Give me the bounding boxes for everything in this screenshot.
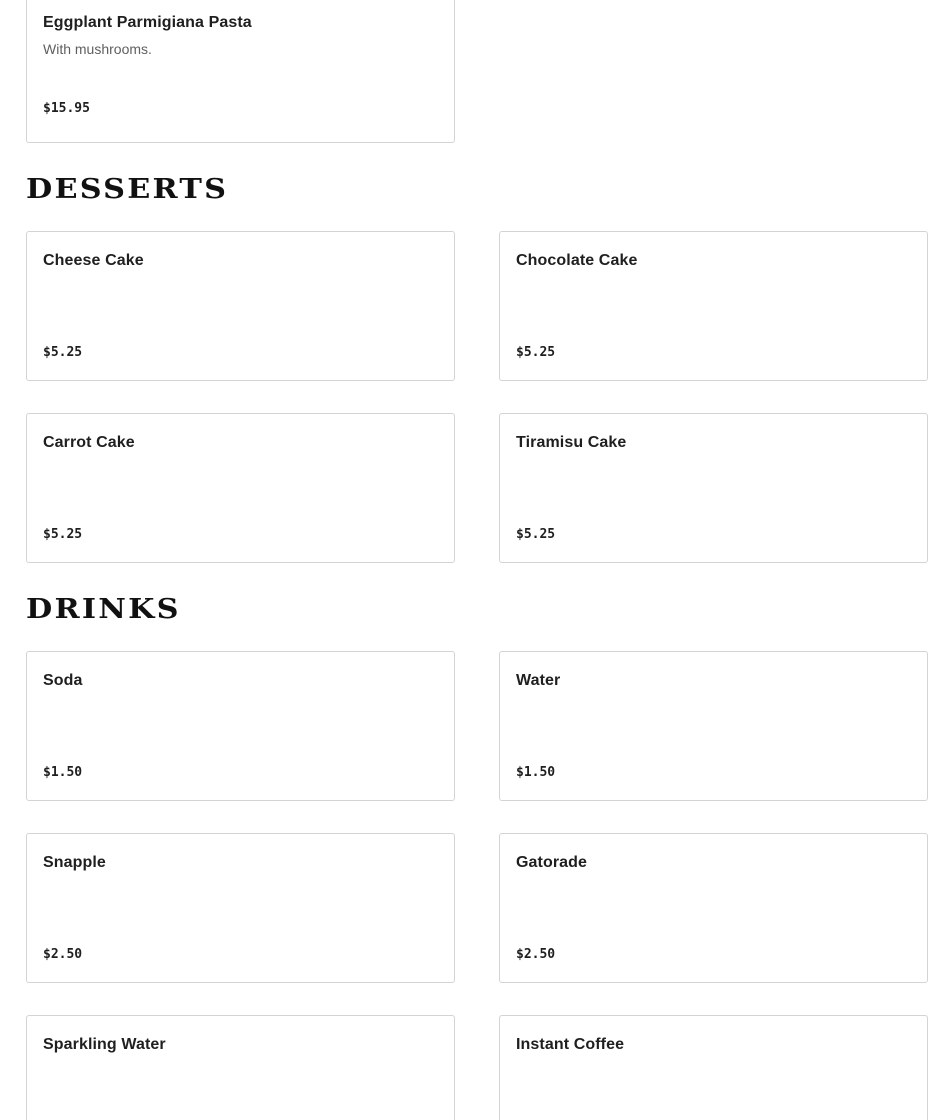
- item-name: Instant Coffee: [516, 1036, 625, 1053]
- section-title-drinks: DRINKS: [26, 594, 181, 625]
- item-price: $2.50: [43, 947, 83, 962]
- item-name: Chocolate Cake: [516, 252, 638, 269]
- item-name: Sparkling Water: [43, 1036, 166, 1053]
- item-name: Water: [516, 672, 561, 689]
- item-price: $5.25: [43, 527, 83, 542]
- menu-item-card[interactable]: [499, 833, 928, 983]
- item-price: $2.50: [516, 947, 556, 962]
- menu-item-card[interactable]: [26, 0, 455, 143]
- item-name: Tiramisu Cake: [516, 434, 627, 451]
- item-price: $5.25: [516, 345, 556, 360]
- menu-item-card[interactable]: [26, 833, 455, 983]
- item-name: Cheese Cake: [43, 252, 144, 269]
- menu-item-card[interactable]: [499, 651, 928, 801]
- item-name: Carrot Cake: [43, 434, 135, 451]
- item-name: Soda: [43, 672, 83, 689]
- item-name: Gatorade: [516, 854, 588, 871]
- menu-item-card[interactable]: [499, 413, 928, 563]
- item-price: $5.25: [43, 345, 83, 360]
- menu-item-card[interactable]: [26, 1015, 455, 1120]
- item-price: $1.50: [516, 765, 556, 780]
- menu-item-card[interactable]: [499, 231, 928, 381]
- item-price: $15.95: [43, 101, 90, 116]
- item-name: Eggplant Parmigiana Pasta: [43, 14, 252, 31]
- menu-item-card[interactable]: [26, 413, 455, 563]
- item-price: $1.50: [43, 765, 83, 780]
- menu-item-card[interactable]: [499, 1015, 928, 1120]
- section-title-desserts: DESSERTS: [26, 174, 229, 205]
- item-name: Snapple: [43, 854, 106, 871]
- item-description: With mushrooms.: [43, 41, 152, 57]
- menu-item-card[interactable]: [26, 651, 455, 801]
- menu-item-card[interactable]: [26, 231, 455, 381]
- item-price: $5.25: [516, 527, 556, 542]
